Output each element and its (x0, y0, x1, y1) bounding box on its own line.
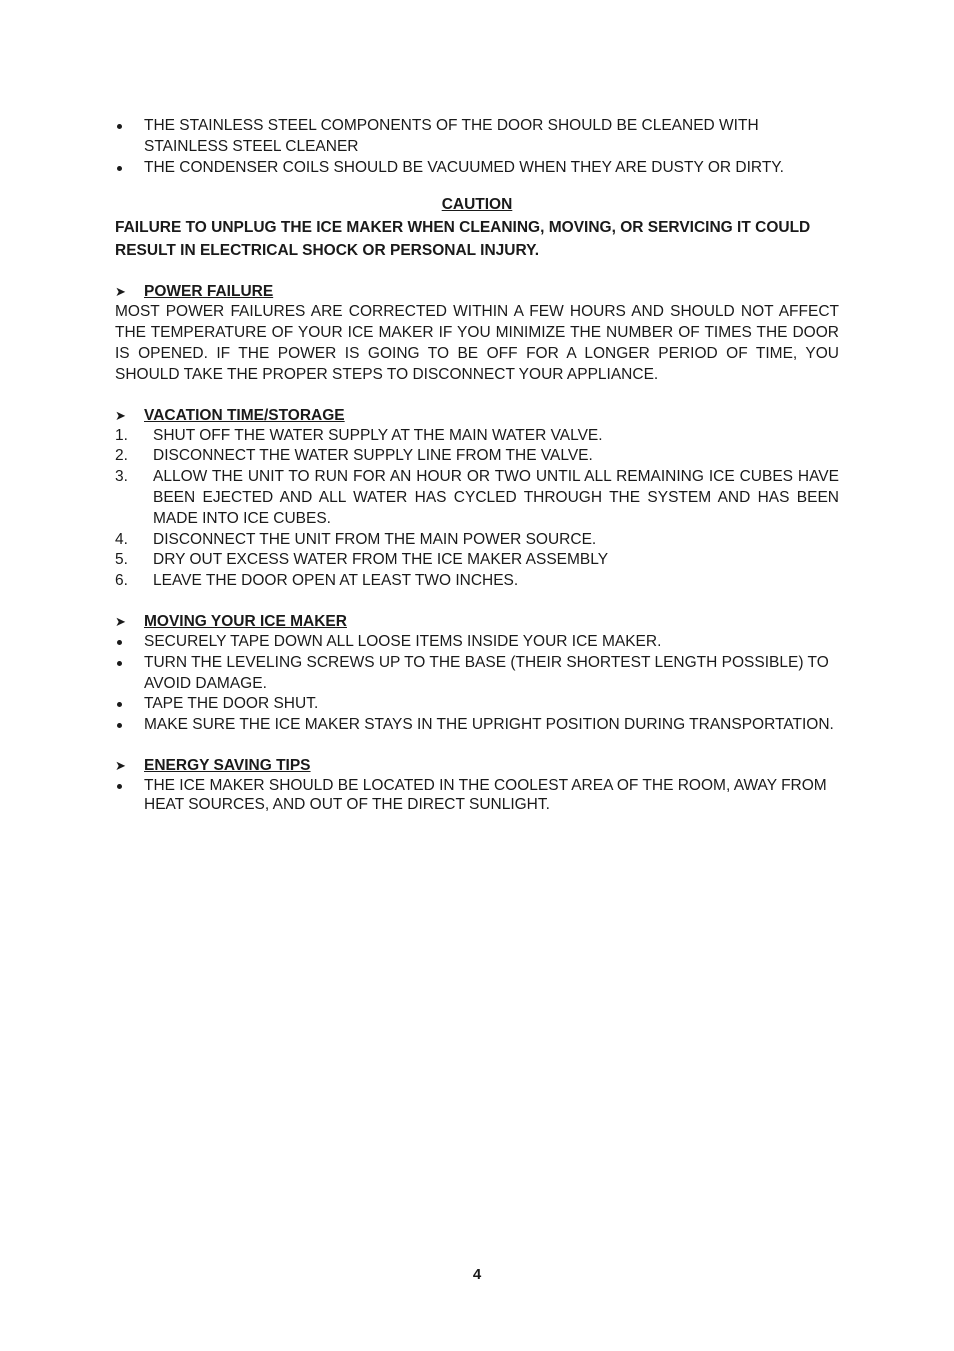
arrow-bullet-icon: ➤ (115, 757, 126, 773)
bullet-item: TAPE THE DOOR SHUT. (115, 694, 839, 715)
numbered-item: 1. SHUT OFF THE WATER SUPPLY AT THE MAIN WATER VALVE. (115, 426, 603, 444)
page-number: 4 (472, 1266, 482, 1283)
numbered-item: 6. LEAVE THE DOOR OPEN AT LEAST TWO INCHES. (115, 572, 519, 590)
bullet-item: THE STAINLESS STEEL COMPONENTS OF THE DOOR SHOULD BE CLEANED WITH STAINLESS STEEL CLEANER (115, 116, 839, 158)
section-heading-vacation: ➤ VACATION TIME/STORAGE (115, 406, 345, 424)
bullet-item: MAKE SURE THE ICE MAKER STAYS IN THE UPRIGHT POSITION DURING TRANSPORTATION. (115, 715, 839, 736)
bullet-item: THE CONDENSER COILS SHOULD BE VACUUMED WHEN THEY ARE DUSTY OR DIRTY. (115, 158, 839, 179)
section-heading-energy: ➤ ENERGY SAVING TIPS (115, 756, 311, 774)
numbered-item: 5. DRY OUT EXCESS WATER FROM THE ICE MAKER ASSEMBLY (115, 551, 609, 569)
bullet-item: SECURELY TAPE DOWN ALL LOOSE ITEMS INSIDE YOUR ICE MAKER. (115, 632, 839, 653)
bullet-icon (117, 784, 122, 789)
document-page (115, 116, 839, 814)
bullet-icon (117, 124, 122, 129)
bullet-icon (117, 166, 122, 171)
caution-title: CAUTION (441, 196, 513, 214)
arrow-bullet-icon: ➤ (115, 613, 126, 629)
bullet-icon (117, 640, 122, 645)
section-heading-power-failure: ➤ POWER FAILURE (115, 283, 274, 301)
numbered-item: 4. DISCONNECT THE UNIT FROM THE MAIN POWER SOURCE. (115, 530, 597, 548)
arrow-bullet-icon: ➤ (115, 407, 126, 423)
bullet-icon (117, 702, 122, 707)
bullet-item: TURN THE LEVELING SCREWS UP TO THE BASE (THEIR SHORTEST LENGTH POSSIBLE) TO AVOID DAMAGE. (115, 653, 839, 695)
bullet-icon (117, 723, 122, 728)
numbered-item: 2. DISCONNECT THE WATER SUPPLY LINE FROM THE VALVE. (115, 447, 593, 465)
power-failure-body: MOST POWER FAILURES ARE CORRECTED WITHIN A FEW HOURS AND SHOULD NOT AFFECT THE TEMPERATURE OF YOUR ICE MAKER IF YOU MINIMIZE THE NUMBER OF TIMES THE DOOR IS OPENED. IF THE POWER IS GOING TO BE OFF FOR A LONGER PERIOD OF TIME, YOU SHOULD TAKE THE PROPER STEPS TO DISCONNECT YOUR APPLIANCE. (115, 303, 839, 383)
bullet-icon (117, 661, 122, 666)
arrow-bullet-icon: ➤ (115, 284, 126, 300)
numbered-item: 3. ALLOW THE UNIT TO RUN FOR AN HOUR OR TWO UNTIL ALL REMAINING ICE CUBES HAVE BEEN EJECTED AND ALL WATER HAS CYCLED THROUGH THE SYSTEM AND HAS BEEN MADE INTO ICE CUBES. (115, 468, 839, 527)
section-heading-moving: ➤ MOVING YOUR ICE MAKER (115, 612, 347, 630)
caution-body: FAILURE TO UNPLUG THE ICE MAKER WHEN CLEANING, MOVING, OR SERVICING IT COULD RESULT IN ELECTRICAL SHOCK OR PERSONAL INJURY. (115, 219, 811, 260)
bullet-item: THE ICE MAKER SHOULD BE LOCATED IN THE COOLEST AREA OF THE ROOM, AWAY FROM HEAT SOURCES, AND OUT OF THE DIRECT SUNLIGHT. (115, 776, 839, 814)
